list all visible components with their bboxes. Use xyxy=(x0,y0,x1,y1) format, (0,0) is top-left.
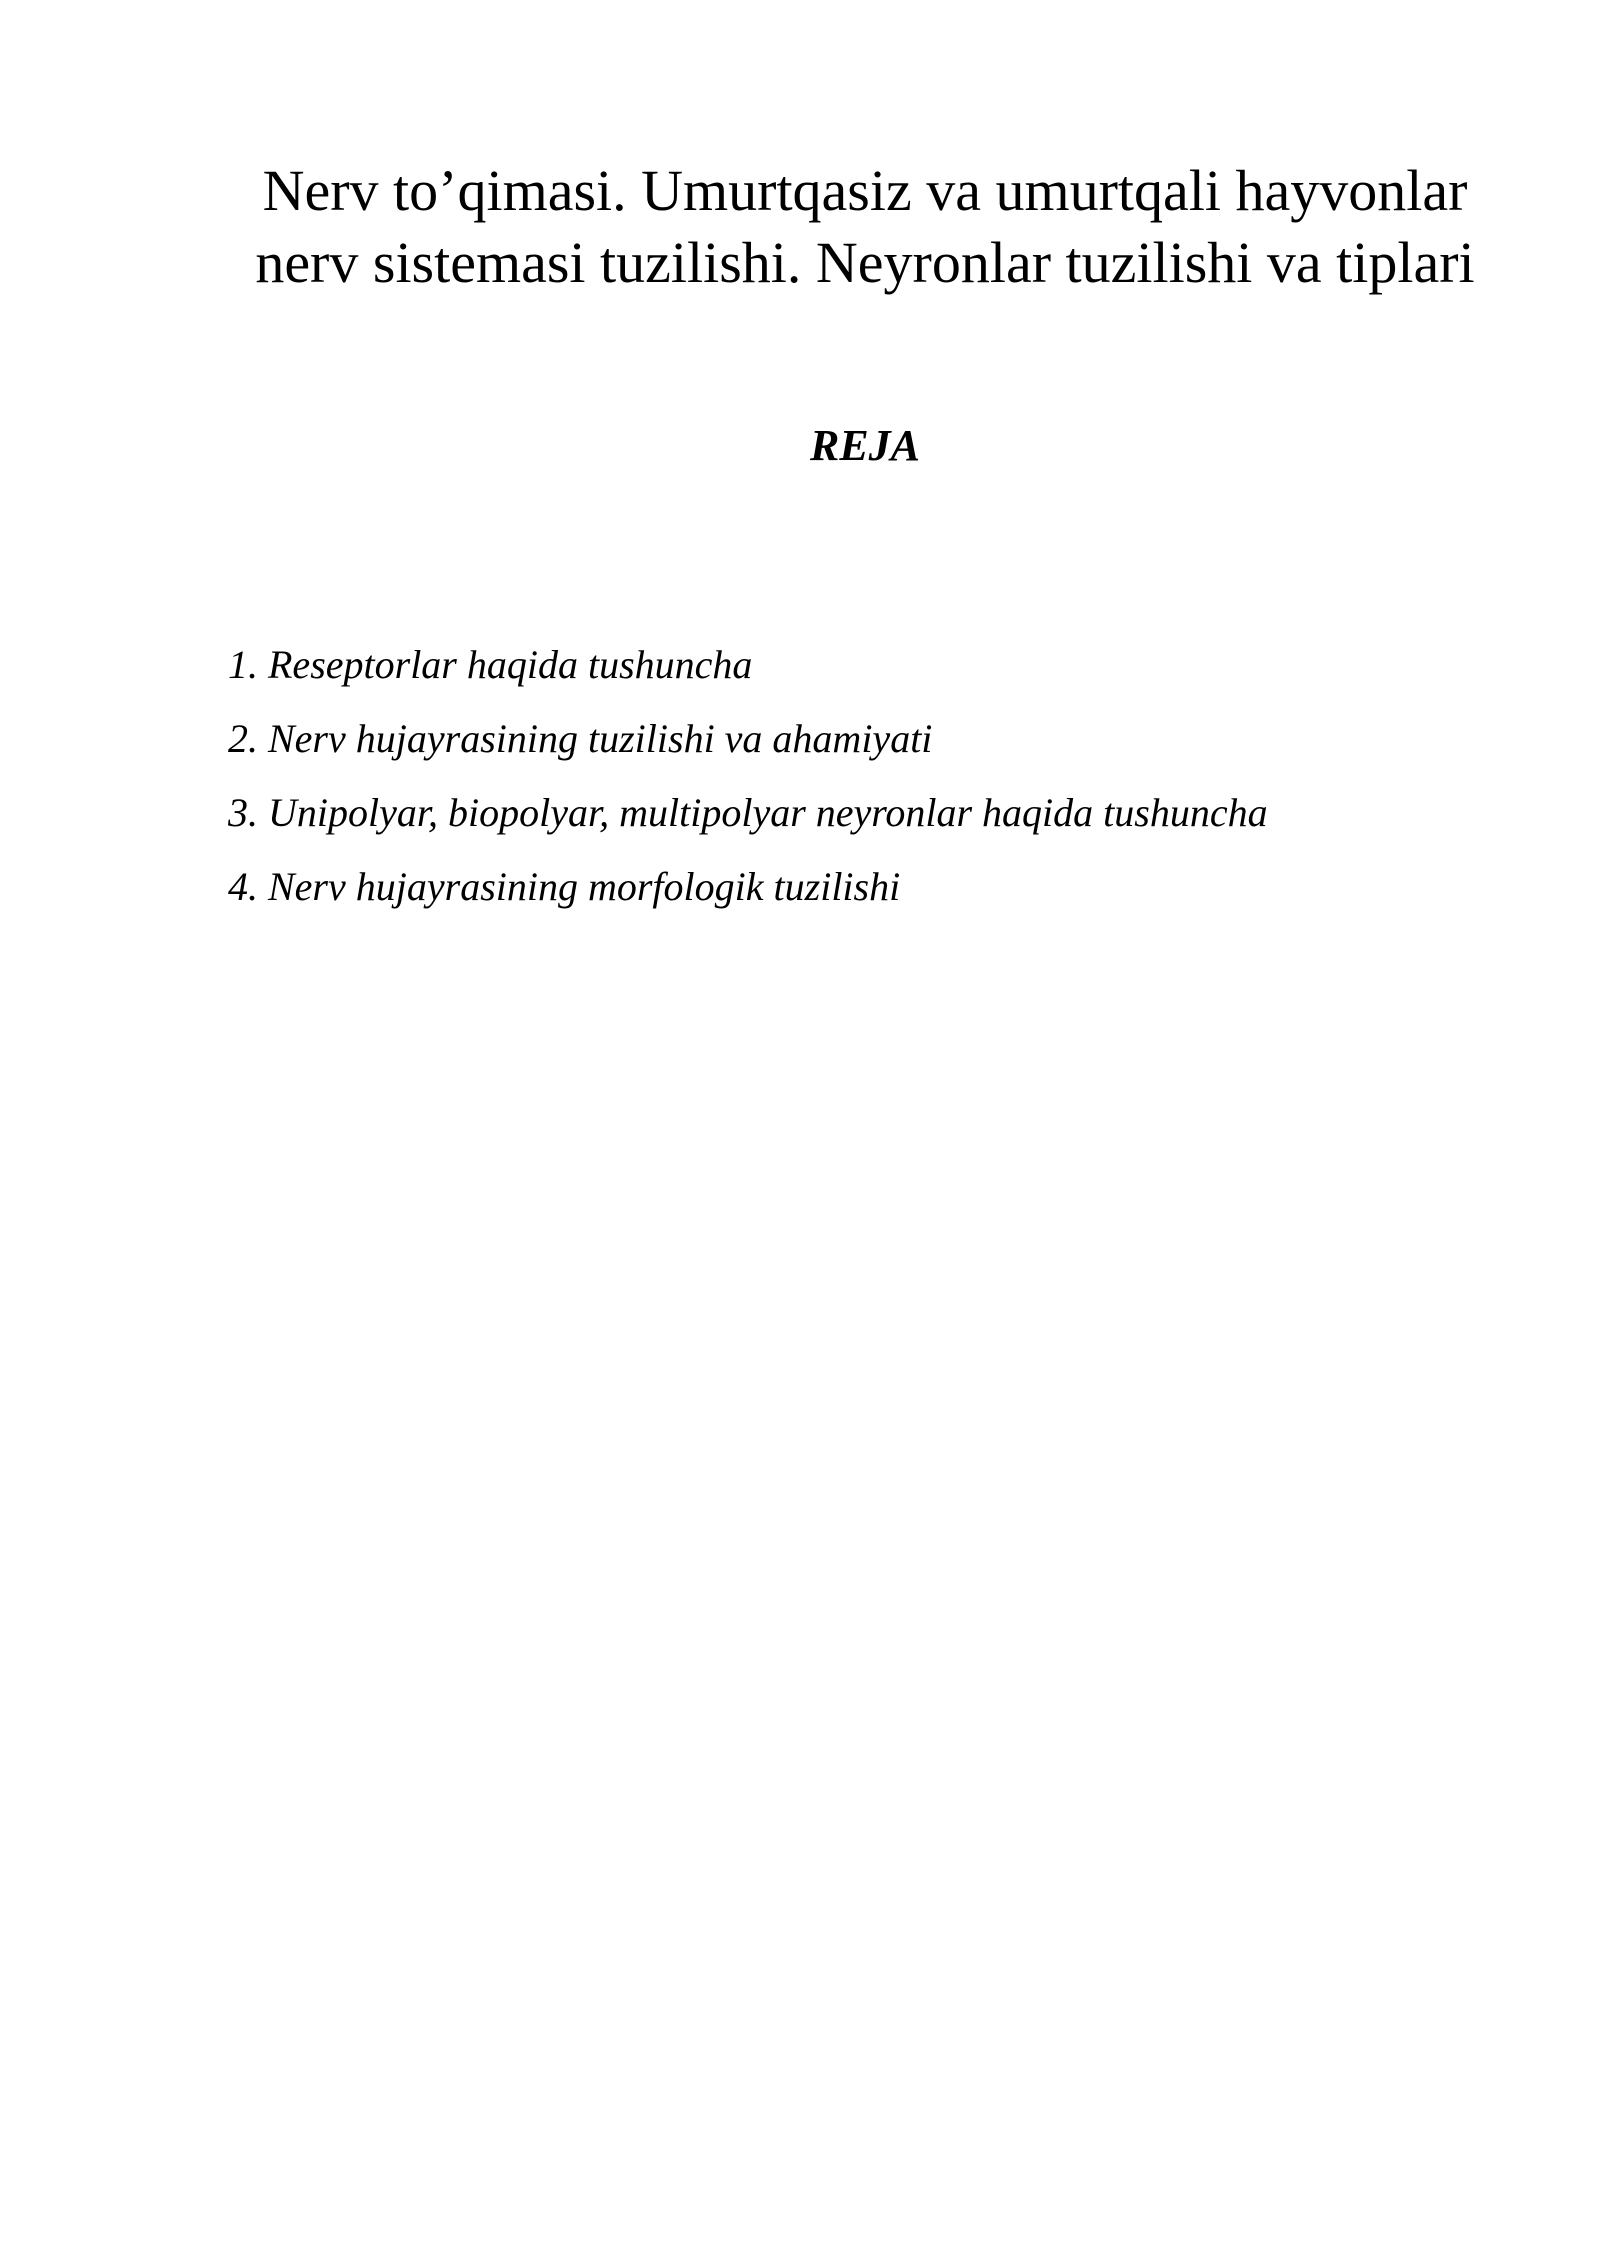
document-title xyxy=(230,155,1500,299)
plan-item-2: 2. Nerv hujayrasining tuzilishi va ahamiyati xyxy=(228,716,933,761)
document-title-line-1: Nerv to’qimasi. Umurtqasiz va umurtqali hayvonlar xyxy=(262,158,1468,223)
document-title-line-2: nerv sistemasi tuzilishi. Neyronlar tuzilishi va tiplari xyxy=(255,230,1475,295)
plan-heading: REJA xyxy=(809,421,921,470)
plan-item-4: 4. Nerv hujayrasining morfologik tuzilishi xyxy=(228,864,901,909)
plan-item-1: 1. Reseptorlar haqida tushuncha xyxy=(228,642,753,687)
plan-list xyxy=(228,628,1528,924)
plan-item-3: 3. Unipolyar, biopolyar, multipolyar neyronlar haqida tushuncha xyxy=(228,790,1268,835)
